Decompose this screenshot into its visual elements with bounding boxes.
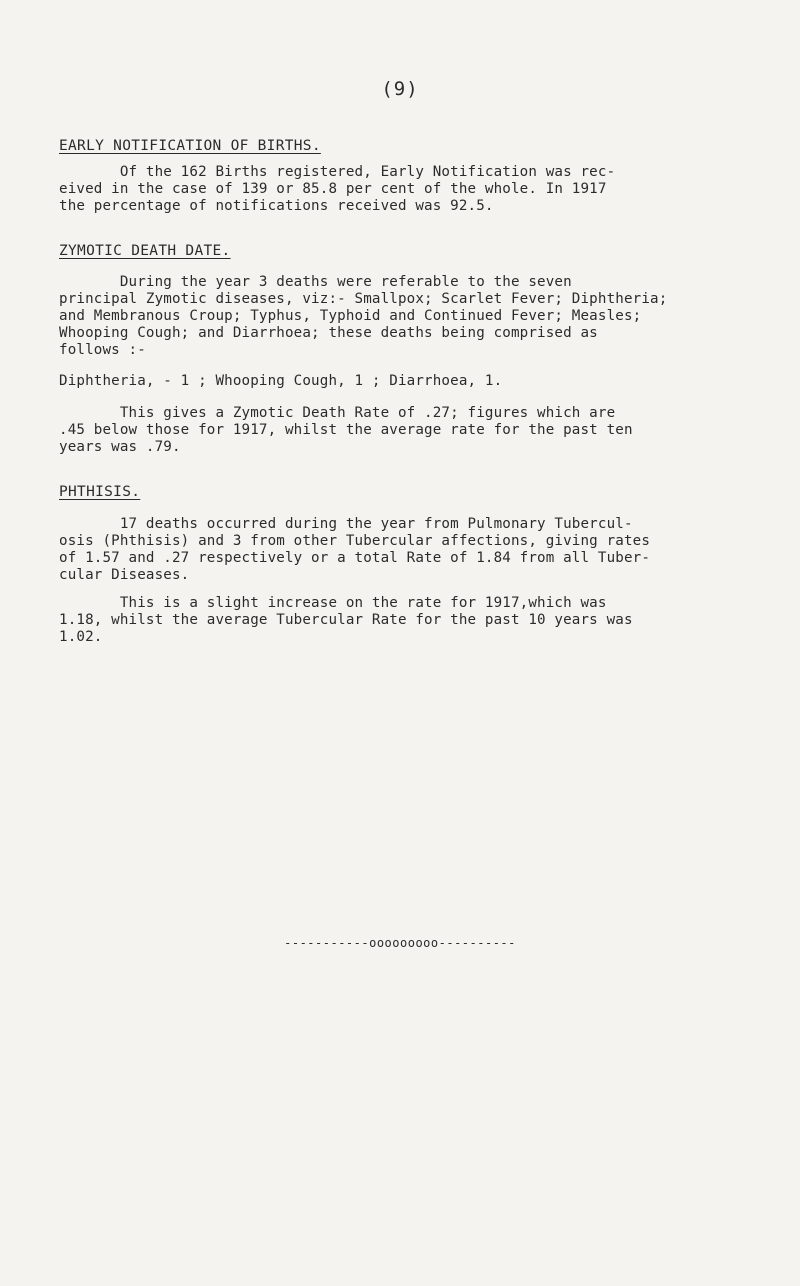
paragraph-early-notification: Of the 162 Births registered, Early Notification was rec- eived in the case of 139 or 85.8 per cent of the whole. In 1917 the percentage of notifications received was 92.5. [59,164,616,214]
heading-zymotic-death-date: ZYMOTIC DEATH DATE. [59,243,231,259]
heading-early-notification: EARLY NOTIFICATION OF BIRTHS. [59,138,321,154]
paragraph-zymotic-diseases: During the year 3 deaths were referable to the seven principal Zymotic diseases, viz:- Smallpox; Scarlet Fever; Diphtheria; and Membranous Croup; Typhus, Typhoid and Continued Fever; Measles; Whooping Cough; and Diarrhoea; these deaths being comprised as follows :- [59,274,668,358]
page-number: (9) [381,78,419,100]
paragraph-phthisis-deaths: 17 deaths occurred during the year from Pulmonary Tubercul- osis (Phthisis) and 3 from other Tubercular affections, giving rates of 1.57 and .27 respectively or a total Rate of 1.84 from all Tuber- cular Diseases. [59,516,651,583]
section-divider: -----------ooooooooo---------- [284,936,516,950]
paragraph-zymotic-breakdown: Diphtheria, - 1 ; Whooping Cough, 1 ; Diarrhoea, 1. [59,373,503,389]
heading-phthisis: PHTHISIS. [59,484,141,500]
paragraph-phthisis-rate: This is a slight increase on the rate for 1917,which was 1.18, whilst the average Tubercular Rate for the past 10 years was 1.02. [59,595,633,645]
paragraph-zymotic-rate: This gives a Zymotic Death Rate of .27; figures which are .45 below those for 1917, whilst the average rate for the past ten years was .79. [59,405,633,455]
